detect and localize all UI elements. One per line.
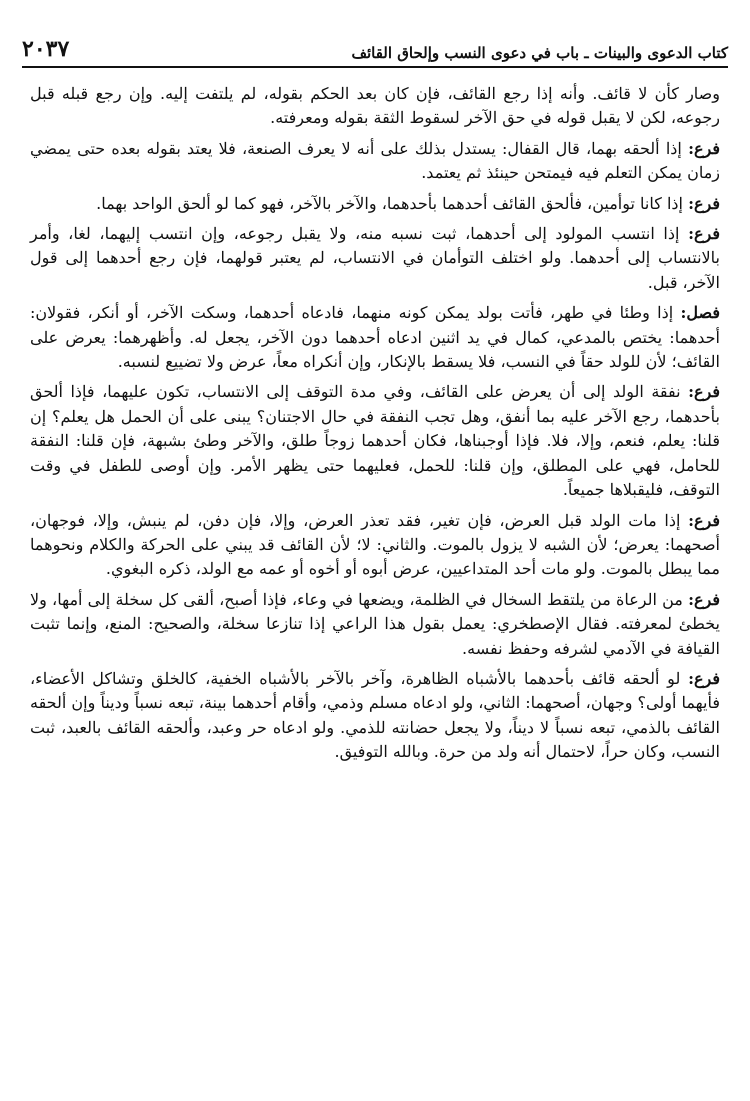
paragraph xyxy=(30,380,720,502)
section-label: فرع: xyxy=(688,224,720,244)
paragraph-text: لو ألحقه قائف بأحدهما بالأشباه الظاهرة، وآخر بالآخر بالأشباه الخفية، كالخلق وتشاكل الأعضاء، فأيهما أولى؟ وجهان، أصحهما: الثاني، ولو ادعاه مسلم وذمي، وأقام أحدهما بينة، تبعه نسباً وديناً وإن ألحقه القائف بالذمي، تبعه نسباً لا ديناً، ولا يجعل حضانته للذمي. ولو ادعاه حر وعبد، وألحقه القائف بالعبد، ثبت النسب، وكان حراً، لاحتمال أنه ولد من حرة. وبالله التوفيق. xyxy=(30,668,720,762)
section-label: فرع: xyxy=(688,138,720,158)
paragraph-text: من الرعاة من يلتقط السخال في الظلمة، ويضعها في وعاء، فإذا أصبح، ألقى كل سخلة إلى أمها، ولا يخطئ لمعرفته. فقال الإصطخري: يعمل بقول هذا الراعي إذا تنازعا سخلة، والصحيح: المنع، وإنما تثبت القيافة في الآدمي لشرفه وحفظ نفسه. xyxy=(30,589,720,658)
text-body xyxy=(30,82,720,771)
page-header xyxy=(22,30,728,62)
page-number: ٢٠٣٧ xyxy=(22,36,70,62)
paragraph-text: وصار كأن لا قائف. وأنه إذا رجع القائف، فإن كان بعد الحكم بقوله، لم يلتفت إليه. وإن رجع قبله قبل رجوعه، لكن لا يقبل قوله في حق الآخر لسقوط الثقة بقوله ومعرفته. xyxy=(30,84,720,128)
paragraph-text: إذا كانا توأمين، فألحق القائف أحدهما بأحدهما، والآخر بالآخر، فهو كما لو ألحق الواحد بهما. xyxy=(96,193,683,213)
paragraph xyxy=(30,192,720,216)
paragraph xyxy=(30,222,720,295)
section-label: فرع: xyxy=(688,382,720,402)
paragraph xyxy=(30,667,720,765)
paragraph xyxy=(30,137,720,186)
paragraph-text: إذا انتسب المولود إلى أحدهما، ثبت نسبه منه، ولا يقبل رجوعه، وإن انتسب إليهما، لغا، وأمر بالانتساب إلى أحدهما. ولو اختلف التوأمان في الانتساب، لم يعتبر قولهما، فإن رجع أحدهما إلى قول الآخر، قبل. xyxy=(30,224,720,292)
paragraph-text: إذا مات الولد قبل العرض، فإن تغير، فقد تعذر العرض، وإلا، فإن دفن، لم ينبش، وإلا، فوجهان، أصحهما: يعرض؛ لأن الشبه لا يزول بالموت. والثاني: لا؛ لأن القائف قد يبني على الحركة والكلام ونحوهما مما يبطل بالموت. ولو مات أحد المتداعيين، عرض أبوه أو أخوه أو عمه مع الولد، ذكره البغوي. xyxy=(30,510,720,579)
paragraph-text: إذا ألحقه بهما، قال القفال: يستدل بذلك على أنه لا يعرف الصنعة، فلا يعتد بقوله بعده حتى يمضي زمان يمكن التعلم فيه فيمتحن حينئذ ثم يعتمد. xyxy=(30,138,720,183)
section-label: فرع: xyxy=(688,668,720,688)
paragraph xyxy=(30,301,720,374)
running-title: كتاب الدعوى والبينات ـ باب في دعوى النسب وإلحاق القائف xyxy=(351,44,728,62)
paragraph xyxy=(30,588,720,661)
paragraph-text: إذا وطئا في طهر، فأتت بولد يمكن كونه منهما، فادعاه أحدهما، وسكت الآخر، أو أنكر، فقولان: أحدهما: يختص بالمدعي، كمال في يد اثنين ادعاه أحدهما دون الآخر، يجعل له. وأظهرهما: يعرض على القائف؛ لأن للولد حقاً في النسب، فلا يسقط بالإنكار، وإن أنكراه معاً، عرض ولا تضييع لنسبه. xyxy=(30,303,720,372)
header-rule xyxy=(22,66,728,68)
paragraph xyxy=(30,509,720,582)
section-label: فرع: xyxy=(688,589,720,609)
paragraph-text: نفقة الولد إلى أن يعرض على القائف، وفي مدة التوقف إلى الانتساب، تكون عليهما، فإذا ألحق بأحدهما، رجع الآخر عليه بما أنفق، وهل تجب النفقة في حال الاجتنان؟ يبنى على أن الحمل هل يعلم؟ إن قلنا: يعلم، فنعم، وإلا، فلا. فإذا أوجبناها، فكان أحدهما زوجاً طلق، والآخر وطئ بشبهة، فإن قلنا: النفقة للحامل، فهي على المطلق، وإن قلنا: للحمل، فعليهما حتى يظهر الأمر. وإن أوصى للطفل في وقت التوقف، فليقبلاها جميعاً. xyxy=(30,382,720,500)
section-label: فرع: xyxy=(688,510,720,530)
paragraph xyxy=(30,82,720,131)
section-label: فرع: xyxy=(688,193,720,213)
section-label: فصل: xyxy=(680,303,720,323)
